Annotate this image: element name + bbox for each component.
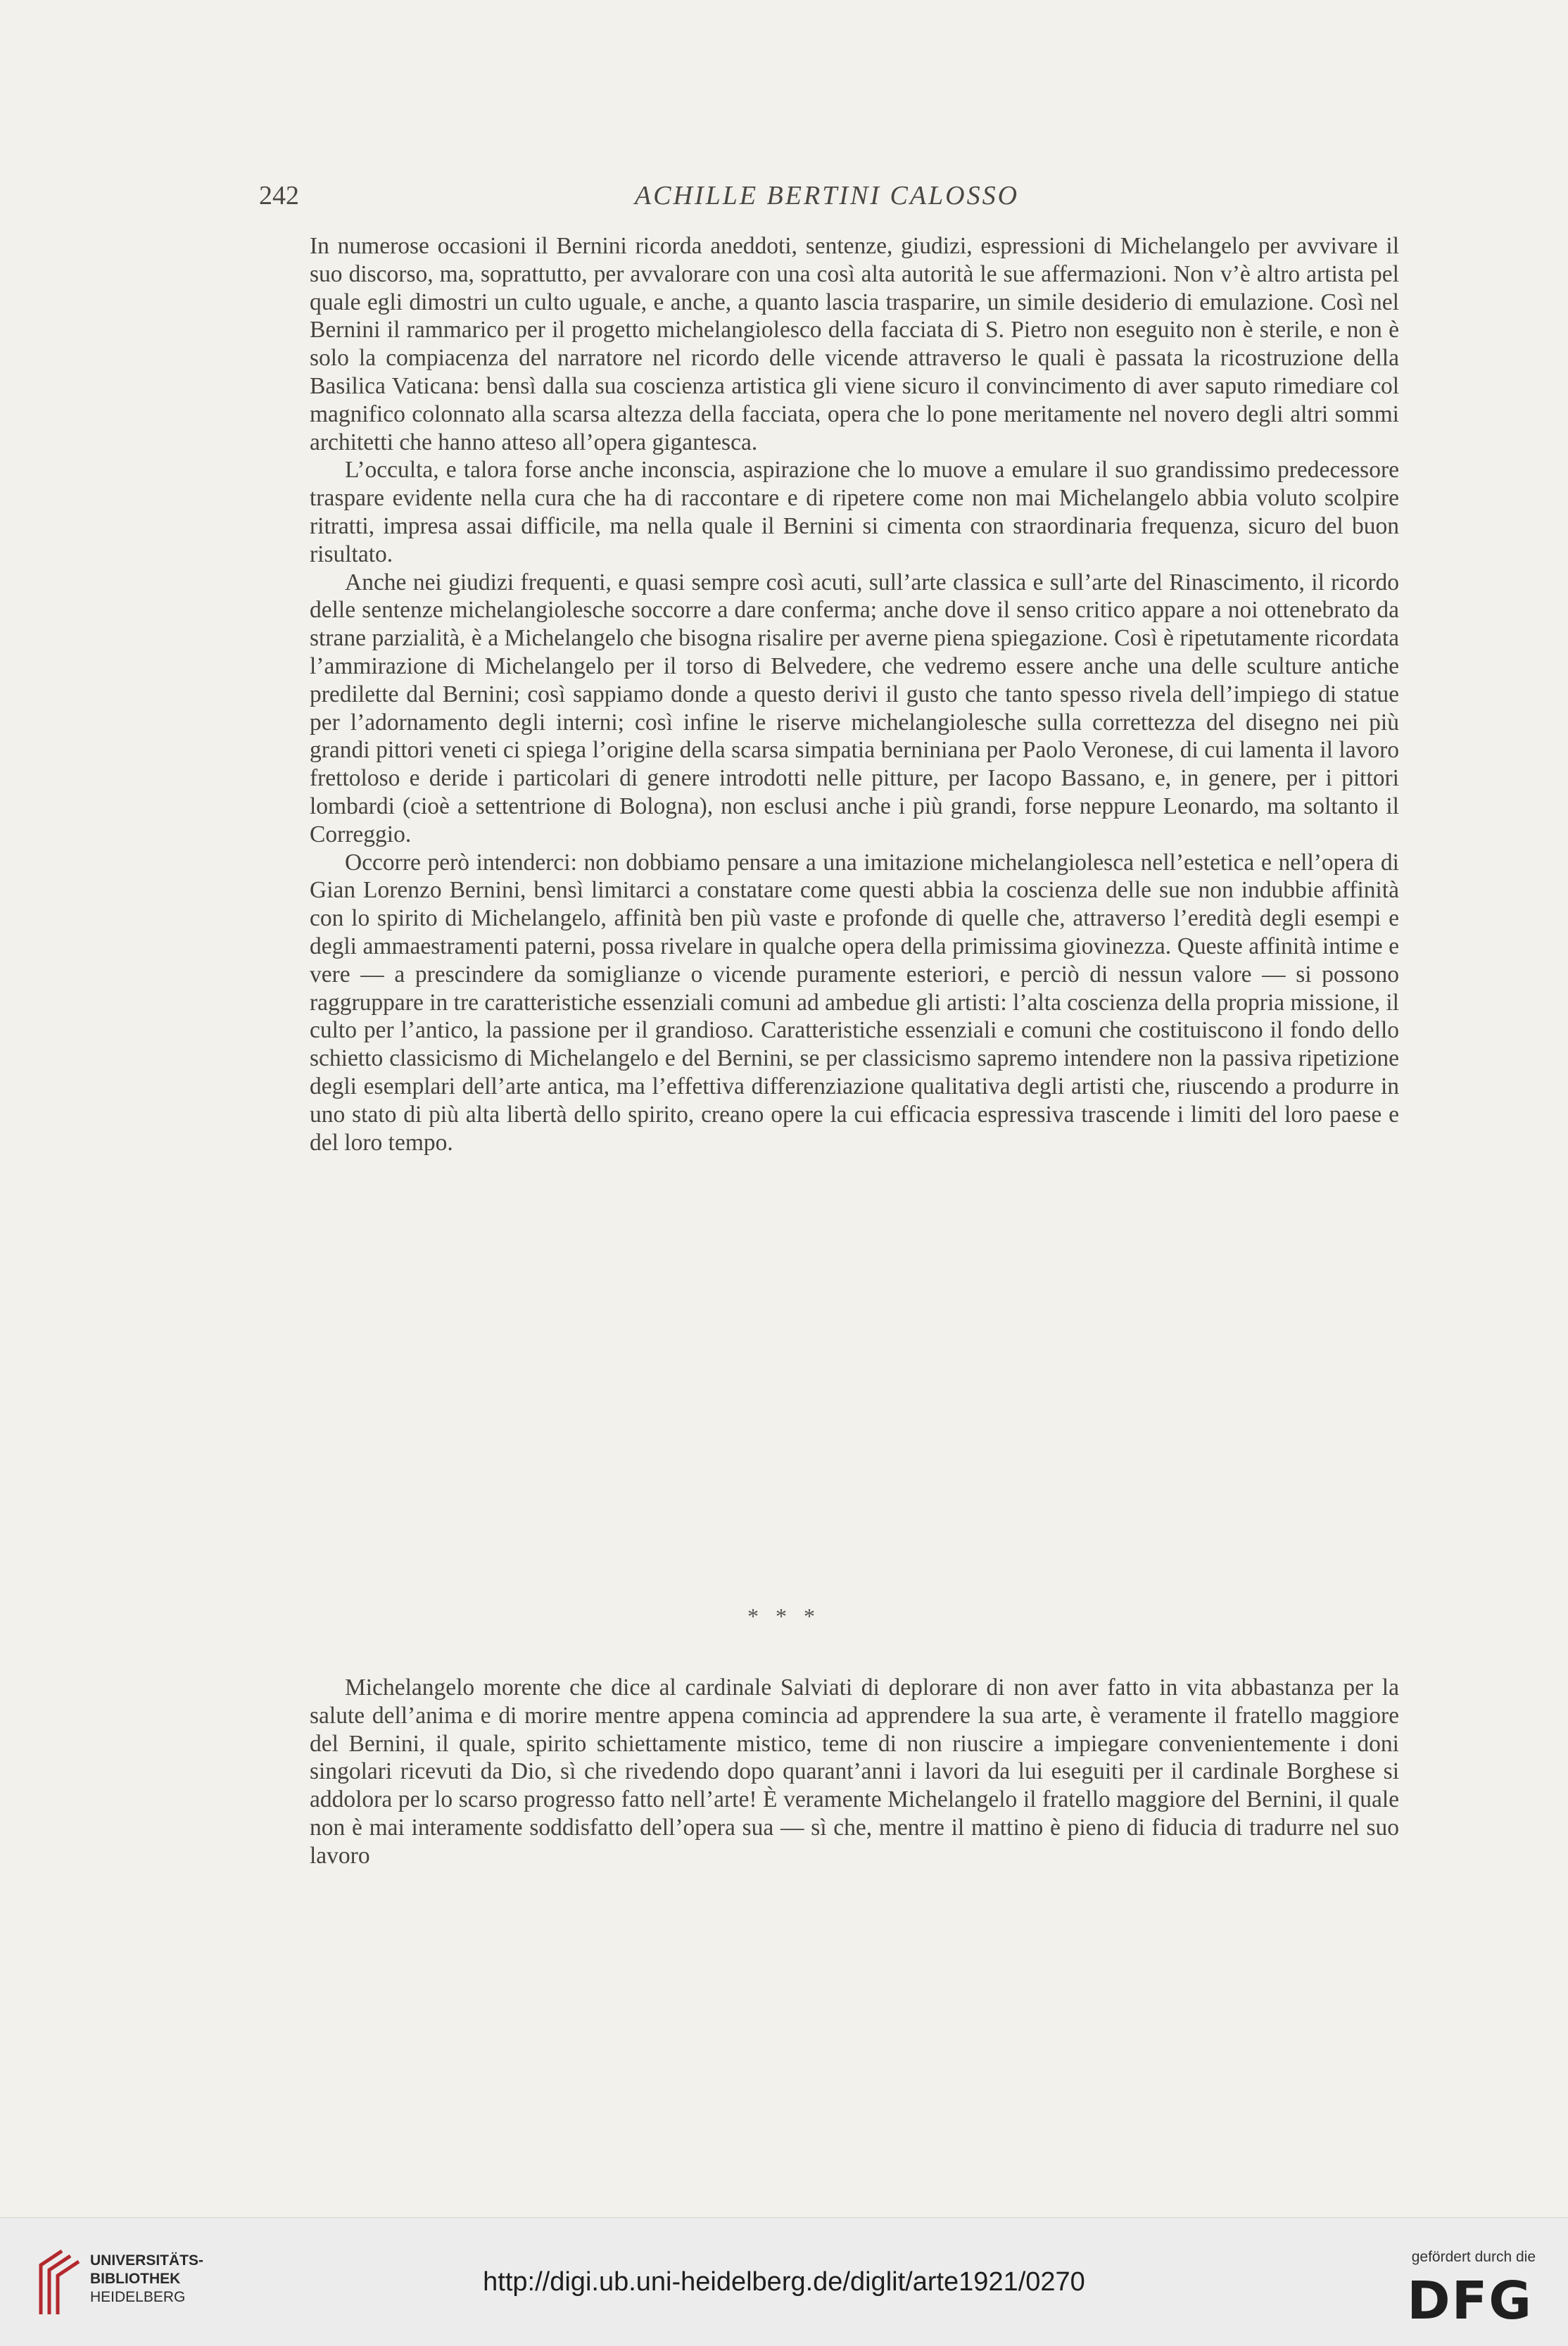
section-separator: * * * (747, 1603, 821, 1629)
paragraph: Anche nei giudizi frequenti, e quasi sempre così acuti, sull’arte classica e sull’arte del Rinascimento, il ricordo delle sentenze michelangiolesche soccorre a dare conferma; anche dove il senso critico appare a noi ottenebrato da strane parzialità, è a Michelangelo che bisogna risalire per averne piena spiegazione. Così è ripetutamente ricordata l’ammirazione di Michelangelo per il torso di Belvedere, che vedremo essere anche una delle sculture antiche predilette dal Bernini; così sappiamo donde a questo derivi il gusto che tanto spesso rivela dell’impiego di statue per l’adornamento degli interni; così infine le riserve michelangiolesche sulla correttezza del disegno nei più grandi pittori veneti ci spiega l’origine della scarsa simpatia berniniana per Paolo Veronese, di cui lamenta il lavoro frettoloso e deride i particolari di genere introdotti nelle pitture, per Iacopo Bassano, e, in genere, per i pittori lombardi (cioè a settentrione di Bologna), non esclusi anche i più grandi, forse neppure Leonardo, ma soltanto il Correggio. (310, 569, 1399, 847)
running-title: ACHILLE BERTINI CALOSSO (634, 181, 1020, 210)
page-header (253, 175, 1401, 217)
footer-bar (0, 2217, 1568, 2346)
funding-note: gefördert durch die (1411, 2249, 1536, 2265)
library-name-line: BIBLIOTHEK (90, 2271, 181, 2287)
section-2-text (310, 1674, 1399, 1870)
dfg-logo: DFG (1407, 2271, 1533, 2331)
page-number: 242 (259, 181, 299, 210)
library-name-line: UNIVERSITÄTS- (90, 2252, 204, 2269)
body-text (310, 232, 1399, 1156)
library-name-line: HEIDELBERG (90, 2289, 186, 2305)
paragraph: L’occulta, e talora forse anche inconscia, aspirazione che lo muove a emulare il suo grandissimo predecessore traspare evidente nella cura che ha di raccontare e di ripetere come non mai Michelangelo abbia voluto scolpire ritratti, impresa assai difficile, ma nella quale il Bernini si cimenta con straordinaria frequenza, sicuro del buon risultato. (310, 457, 1399, 567)
paragraph: Occorre però intenderci: non dobbiamo pensare a una imitazione michelangiolesca nell’estetica e nell’opera di Gian Lorenzo Bernini, bensì limitarci a constatare come questi abbia la coscienza delle sue non indubbie affinità con lo spirito di Michelangelo, affinità ben più vaste e profonde di quelle che, attraverso l’eredità degli esempi e degli ammaestramenti paterni, possa rivelare in qualche opera della primissima giovinezza. Queste affinità intime e vere — a prescindere da somiglianze o vicende puramente esteriori, e perciò di nessun valore — si possono raggruppare in tre caratteristiche essenziali comuni ad ambedue gli artisti: l’alta coscienza della propria missione, il culto per l’antico, la passione per il grandioso. Caratteristiche essenziali e comuni che costituiscono il fondo dello schietto classicismo di Michelangelo e del Bernini, se per classicismo sapremo intendere non la passiva ripetizione degli esemplari dell’arte antica, ma l’effettiva differenziazione qualitativa degli artisti che, riuscendo a produrre in uno stato di più alta libertà dello spirito, creano opere la cui efficacia espressiva trascende i limiti del loro paese e del loro tempo. (310, 849, 1399, 1156)
paragraph: Michelangelo morente che dice al cardinale Salviati di deplorare di non aver fatto in vita abbastanza per la salute dell’anima e di morire mentre appena comincia ad apprendere la sua arte, è veramente il fratello maggiore del Bernini, il quale, spirito schiettamente mistico, teme di non riuscire a impiegare convenientemente i doni singolari ricevuti da Dio, sì che rivedendo dopo quarant’anni i lavori da lui eseguiti per il cardinale Borghese si addolora per lo scarso progresso fatto nell’arte! È veramente Michelangelo il fratello maggiore del Bernini, il quale non è mai interamente soddisfatto dell’opera sua — sì che, mentre il mattino è pieno di fiducia di tradurre nel suo lavoro (310, 1675, 1399, 1869)
permalink[interactable]: http://digi.ub.uni-heidelberg.de/diglit/arte1921/0270 (483, 2267, 1085, 2297)
paragraph: In numerose occasioni il Bernini ricorda aneddoti, sentenze, giudizi, espressioni di Michelangelo per avvivare il suo discorso, ma, soprattutto, per avvalorare con una così alta autorità le sue affermazioni. Non v’è altro artista pel quale egli dimostri un culto uguale, e anche, a quanto lascia trasparire, un simile desiderio di emulazione. Così nel Bernini il rammarico per il progetto michelangiolesco della facciata di S. Pietro non eseguito non è sterile, e non è solo la compiacenza del narratore nel ricordo delle vicende attraverso le quali è passata la ricostruzione della Basilica Vaticana: bensì dalla sua coscienza artistica gli viene sicuro il convincimento di aver saputo rimediare col magnifico colonnato alla scarsa altezza della facciata, opera che lo pone meritamente nel novero degli altri sommi architetti che hanno atteso all’opera gigantesca. (310, 233, 1399, 455)
